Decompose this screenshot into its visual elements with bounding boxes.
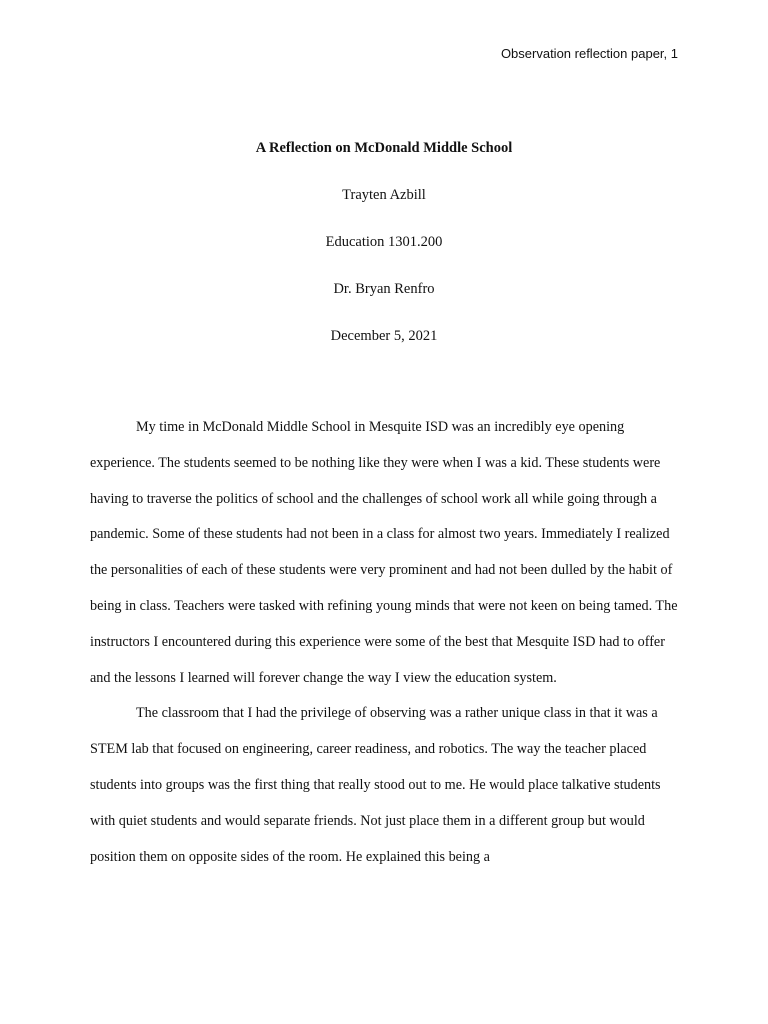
course-name: Education 1301.200 [325,234,443,250]
author-name: Trayten Azbill [342,187,426,203]
body-paragraph: My time in McDonald Middle School in Mesquite ISD was an incredibly eye opening experience. The students seemed to be nothing like they were when I was a kid. These students were having to traverse the politics of school and the challenges of school work all while going through a pandemic. Some of these students had not been in a class for almost two years. Immediately I realized the personalities of each of these students were very prominent and had not been dulled by the habit of being in class. Teachers were tasked with refining young minds that were not keen on being tamed. The instructors I encountered during this experience were some of the best that Mesquite ISD had to offer and the lessons I learned will forever change the way I view the education system. [90,419,678,686]
paper-date: December 5, 2021 [330,328,438,344]
title-block [0,136,768,371]
instructor-name: Dr. Bryan Renfro [333,281,435,297]
body-text [90,410,680,875]
body-paragraph: The classroom that I had the privilege of observing was a rather unique class in that it was a STEM lab that focused on engineering, career readiness, and robotics. The way the teacher placed students into groups was the first thing that really stood out to me. He would place talkative students with quiet students and would separate friends. Not just place them in a different group but would position them on opposite sides of the room. He explained this being a [90,705,661,865]
running-head: Observation reflection paper, 1 [500,46,678,61]
paper-title: A Reflection on McDonald Middle School [255,140,513,156]
